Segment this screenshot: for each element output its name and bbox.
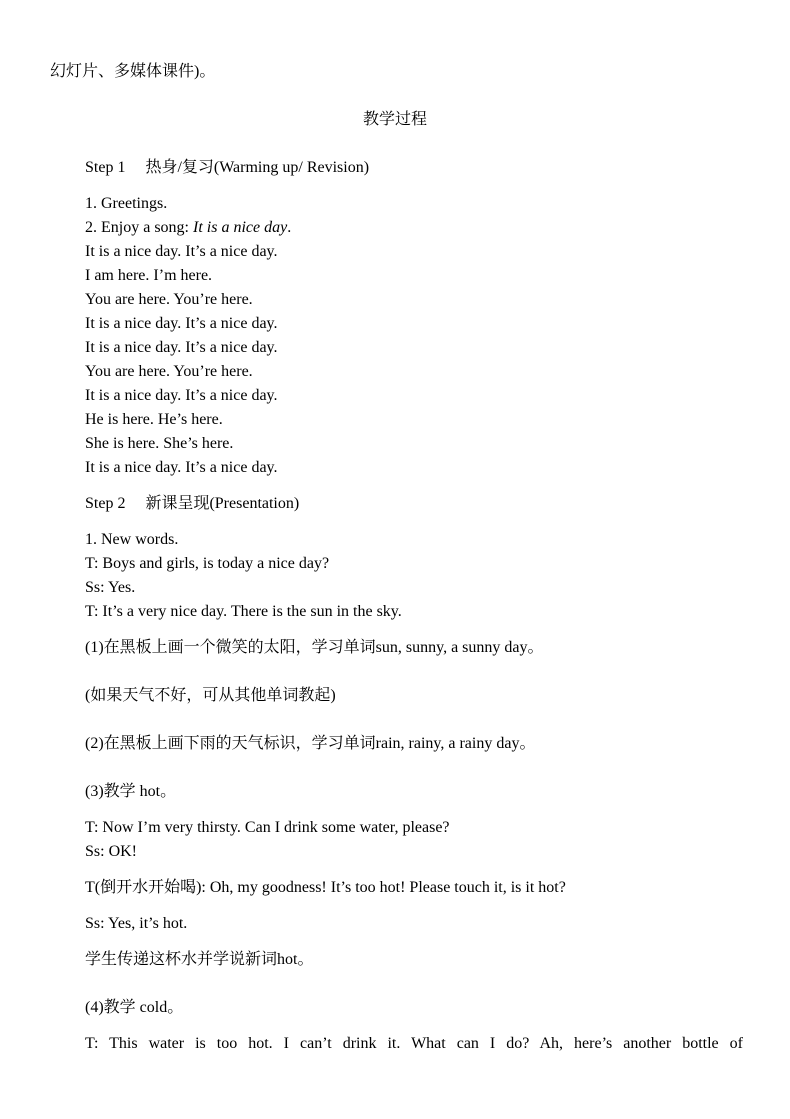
step1-title: 热身/复习(Warming up/ Revision) (145, 159, 370, 176)
song-line: It is a nice day. It’s a nice day. (85, 387, 278, 404)
song-line: I am here. I’m here. (85, 267, 213, 284)
song-line: It is a nice day. It’s a nice day. (85, 339, 278, 356)
instruction-rain: (2)在黑板上画下雨的天气标识，学习单词rain, rainy, a rainy day。 (85, 735, 536, 752)
enjoy-prefix: 2. Enjoy a song: (85, 219, 193, 236)
section-title: 教学过程 (362, 111, 427, 128)
instruction-note: (如果天气不好，可从其他单词教起) (85, 687, 336, 704)
instruction-cold: (4)教学 cold。 (85, 999, 184, 1016)
intro-line: 幻灯片、多媒体课件)。 (50, 63, 216, 80)
dialogue-line: T: It’s a very nice day. There is the sun in the sky. (85, 603, 402, 620)
instruction-sun: (1)在黑板上画一个微笑的太阳，学习单词sun, sunny, a sunny day。 (85, 639, 544, 656)
dialogue-line: Ss: OK! (85, 843, 138, 860)
dialogue-line: T(倒开水开始喝): Oh, my goodness! It’s too hot! Please touch it, is it hot? (85, 879, 566, 896)
step2-title: 新课呈现(Presentation) (145, 495, 300, 512)
step1-label: Step 1 (85, 159, 126, 176)
dialogue-line: T: Boys and girls, is today a nice day? (85, 555, 330, 572)
dialogue-line: T: Now I’m very thirsty. Can I drink some water, please? (85, 819, 450, 836)
dialogue-line: Ss: Yes. (85, 579, 136, 596)
song-title: It is a nice day (193, 219, 288, 236)
song-line: It is a nice day. It’s a nice day. (85, 315, 278, 332)
song-line: He is here. He’s here. (85, 411, 223, 428)
step1-enjoy-song (85, 216, 291, 240)
new-words: 1. New words. (85, 531, 179, 548)
song-line: You are here. You’re here. (85, 363, 253, 380)
instruction-hot: (3)教学 hot。 (85, 783, 177, 800)
step1-greetings: 1. Greetings. (85, 195, 168, 212)
dialogue-line: Ss: Yes, it’s hot. (85, 915, 188, 932)
song-line: You are here. You’re here. (85, 291, 253, 308)
song-line: She is here. She’s here. (85, 435, 234, 452)
step2-label: Step 2 (85, 495, 126, 512)
dialogue-line: T: This water is too hot. I can’t drink it. What can I do? Ah, here’s another bottle of (85, 1035, 743, 1052)
enjoy-suffix: . (287, 219, 292, 236)
instruction-pass: 学生传递这杯水并学说新词hot。 (85, 951, 314, 968)
step1-heading (85, 156, 369, 180)
step2-heading (85, 492, 299, 516)
song-line: It is a nice day. It’s a nice day. (85, 459, 278, 476)
song-line: It is a nice day. It’s a nice day. (85, 243, 278, 260)
